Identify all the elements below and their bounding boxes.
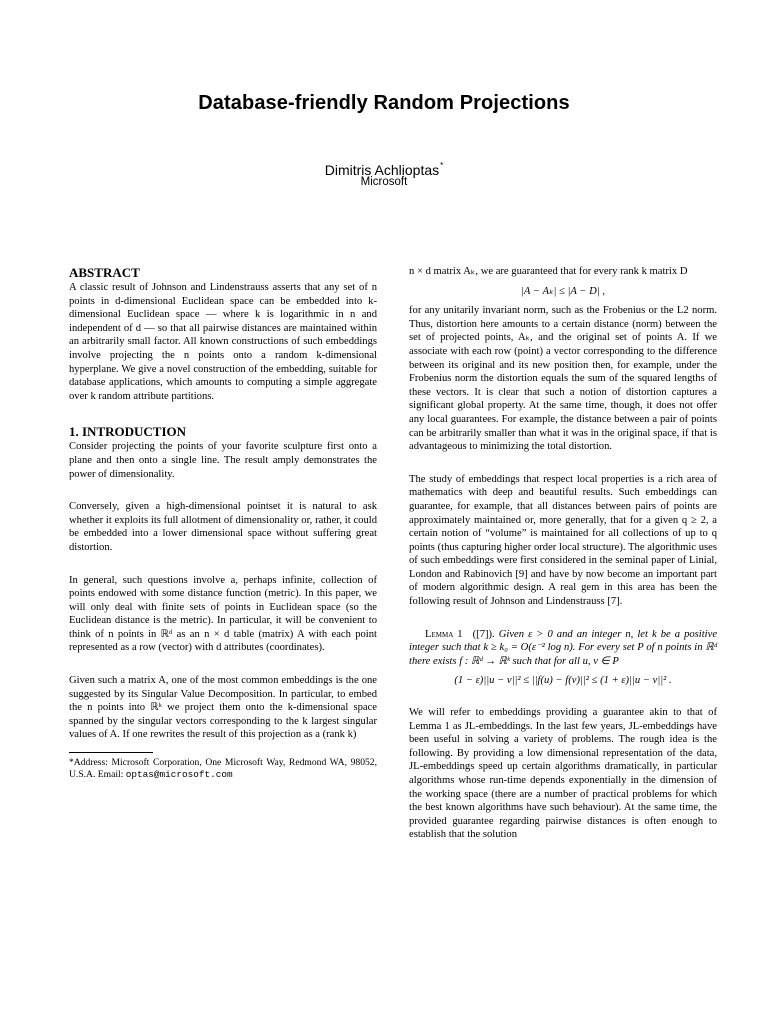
paper-title: Database-friendly Random Projections [198,92,570,114]
lemma-1 [409,628,717,669]
abstract-text: A classic result of Johnson and Lindenstrauss asserts that any set of n points in d-dimensional Euclidean space can be embedded into k-dimensional Euclidean space — where k is logarithmic in n and independent of d — so that all pairwise distances are maintained within an arbitrarily small factor. All known constructions of such embeddings involve projecting the n points onto a random k-dimensional hyperplane. We give a novel construction of the embedding, suitable for database applications, which amounts to computing a simple aggregate over k random attribute partitions. [69,282,377,402]
author-address-footnote [69,757,377,781]
right-paragraph-3: The study of embeddings that respect local properties is a rich area of mathematics with deep and beautiful results. Such embeddings can guarantee, for example, that all distances between pairs of points are approximately maintained or, more generally, that for a given q ≥ 2, a certain notion of “volume” is maintained for all collections of up to q points (thus capturing higher order local structure). The algorithmic uses of such embeddings were first considered in the seminal paper of Linial, London and Rabinovich [9] and have by now become an important part of modern algorithmic design. A real gem in this area has been the following result of Johnson and Lindenstrauss [7]. [409,473,717,608]
equation-svd-optimality: |A − Aₖ| ≤ |A − D| , [521,285,605,297]
lemma-reference: ([7]). [472,628,495,640]
footnote-text: *Address: Microsoft Corporation, One Microsoft Way, Redmond WA, 98052, U.S.A. Email: [69,757,377,781]
right-paragraph-2: for any unitarily invariant norm, such as the Frobenius or the L2 norm. Thus, distortion here amounts to a certain distance (norm) between the set of projected points, Aₖ, and the original set of points A. If we associate with each row (point) a vector corresponding to the difference between its original and its new position then, for example, under the Frobenius norm the distortion equals the sum of the squared lengths of these vectors. It is clear that such a notion of distortion captures a significant global property. At the same time, though, it does not offer any local guarantees. For example, the distance between a pair of points can be arbitrarily smaller than what it was in the original space, if that is advantageous to minimizing the total distortion. [409,305,717,453]
right-paragraph-1: n × d matrix Aₖ, we are guaranteed that for every rank k matrix D [409,266,688,277]
left-column [69,265,377,781]
lemma-name: Lemma 1 [425,628,463,640]
intro-paragraph-2: Conversely, given a high-dimensional pointset it is natural to ask whether it exploits its full allotment of dimensionality or, rather, it could be embedded into a lower dimensional space without suffering great distortion. [69,501,377,553]
lemma-body: Given ε > 0 and an integer n, let k be a positive integer such that k ≥ k₀ = O(ε⁻² log n). For every set P of n points in ℝᵈ there exists f : ℝᵈ → ℝᵏ such that for all u, v ∈ P [409,628,718,667]
intro-paragraph-3: In general, such questions involve a, perhaps infinite, collection of points endowed with some distance function (metric). In this paper, we will only deal with finite sets of points in Euclidean space (so the Euclidean distance is the metric). In particular, it will be convenient to think of n points in ℝᵈ as an n × d table (matrix) A with each point represented as a row (vector) with d attributes (coordinates). [69,574,377,654]
author-affiliation: Microsoft [360,176,408,188]
equation-jl-guarantee: (1 − ε)||u − v||² ≤ ||f(u) − f(v)||² ≤ (1 + ε)||u − v||² . [454,675,672,687]
author-footnote-mark: * [440,161,444,170]
footnote-rule [69,752,153,753]
introduction-heading: 1. INTRODUCTION [69,424,187,440]
footnote-email: optas@microsoft.com [125,769,233,781]
author-name-text: Dimitris Achlioptas [324,162,440,178]
intro-paragraph-4: Given such a matrix A, one of the most common embeddings is the one suggested by its Singular Value Decomposition. In particular, to embed the n points into ℝᵏ we project them onto the k-dimensional space spanned by the singular vectors corresponding to the k largest singular values of A. If one rewrites the result of this projection as a (rank k) [69,675,377,741]
abstract-heading: ABSTRACT [69,265,140,280]
right-column [409,265,717,842]
right-paragraph-4: We will refer to embeddings providing a guarantee akin to that of Lemma 1 as JL-embeddings. In the last few years, JL-embeddings have been useful in solving a variety of problems. The rough idea is the following. By providing a low dimensional representation of the data, JL-embeddings speed up certain algorithms dramatically, in particular algorithms whose run-time depends exponentially in the dimension of the working space (there are a number of practical problems for which the best known algorithms have such behaviour). At the same time, the provided guarantee regarding pairwise distances is often enough to establish that the solution [409,707,717,841]
intro-paragraph-1: Consider projecting the points of your favorite sculpture first onto a plane and then onto a single line. The result amply demonstrates the power of dimensionality. [69,441,377,480]
